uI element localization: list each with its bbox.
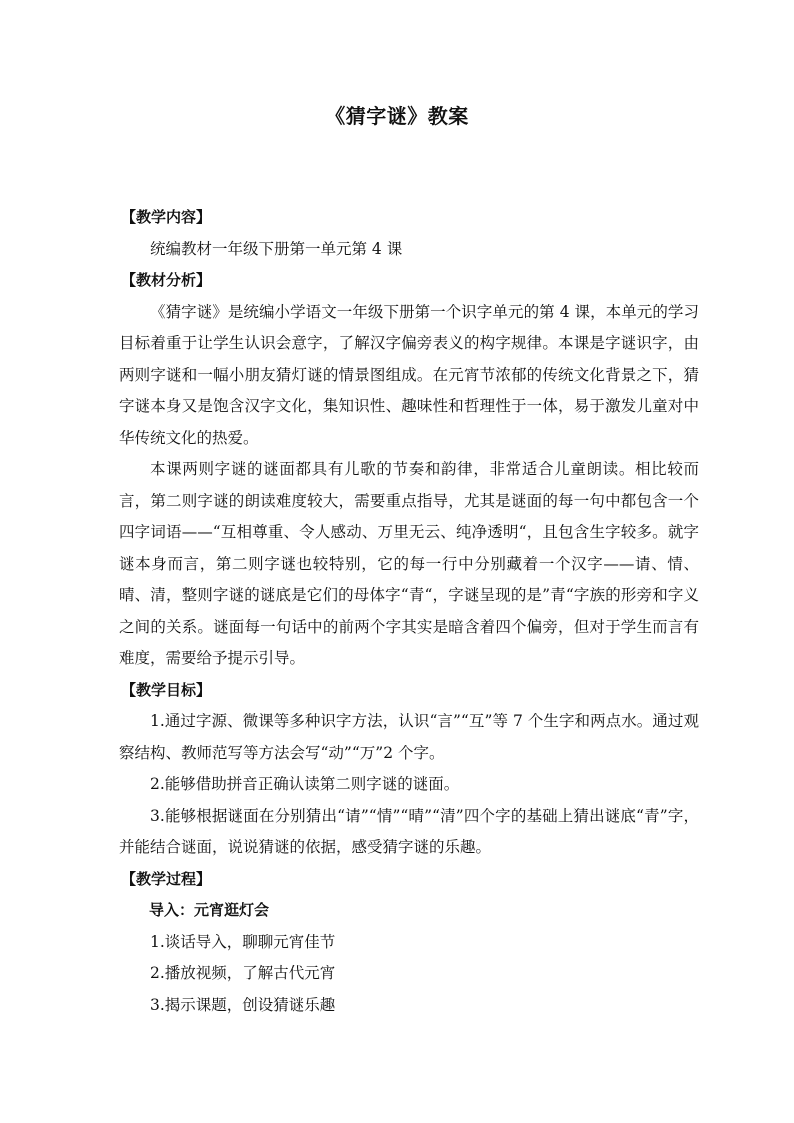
process-step-2: 2.播放视频，了解古代元宵: [150, 964, 336, 982]
intro-subheading: 导入：元宵逛灯会: [149, 901, 270, 919]
section-heading-process: 【教学过程】: [121, 869, 212, 888]
analysis-paragraph-2: 本课两则字谜的谜面都具有儿歌的节奏和韵律，非常适合儿童朗读。相比较而言，第二则字谜的朗读难度较大，需要重点指导，尤其是谜面的每一句中都包含一个四字词语——“互相尊重、令人感动、万里无云、纯净透明“，且包含生字较多。就字谜本身而言，第二则字谜也较特别，它的每一行中分别藏着一个汉字——请、情、晴、清，整则字谜的谜底是它们的母体字“青“，字谜呈现的是”青“字族的形旁和字义之间的关系。谜面每一句话中的前两个字其实是暗含着四个偏旁，但对于学生而言有难度，需要给予提示引导。: [119, 460, 699, 667]
goal-item-3: 3.能够根据谜面在分别猜出“请”“情”“晴”“清”四个字的基础上猜出谜底“青”字，并能结合谜面，说说猜谜的依据，感受猜字谜的乐趣。: [119, 806, 699, 856]
document-title: 《猜字谜》教案: [325, 104, 469, 128]
section-heading-content: 【教学内容】: [121, 208, 212, 226]
analysis-paragraph-1: 《猜字谜》是统编小学语文一年级下册第一个识字单元的第 4 课，本单元的学习目标着重于让学生认识会意字，了解汉字偏旁表义的构字规律。本课是字谜识字，由两则字谜和一幅小朋友猜灯谜的情景图组成。在元宵节浓郁的传统文化背景之下，猜字谜本身又是饱含汉字文化，集知识性、趣味性和哲理性于一体，易于激发儿童对中华传统文化的热爱。: [119, 302, 699, 447]
goal-item-1: 1.通过字源、微课等多种识字方法，认识“言”“互”等 7 个生字和两点水。通过观察结构、教师范写等方法会写“动”“万”2 个字。: [119, 712, 699, 762]
process-step-3: 3.揭示课题，创设猜谜乐趣: [150, 995, 336, 1014]
section-heading-goals: 【教学目标】: [121, 680, 212, 699]
goal-item-2: 2.能够借助拼音正确认读第二则字谜的谜面。: [150, 775, 460, 793]
section-heading-analysis: 【教材分析】: [121, 271, 212, 289]
content-text: 统编教材一年级下册第一单元第 4 课: [150, 239, 403, 258]
process-step-1: 1.谈话导入，聊聊元宵佳节: [150, 932, 336, 951]
document-body: [119, 202, 699, 1021]
